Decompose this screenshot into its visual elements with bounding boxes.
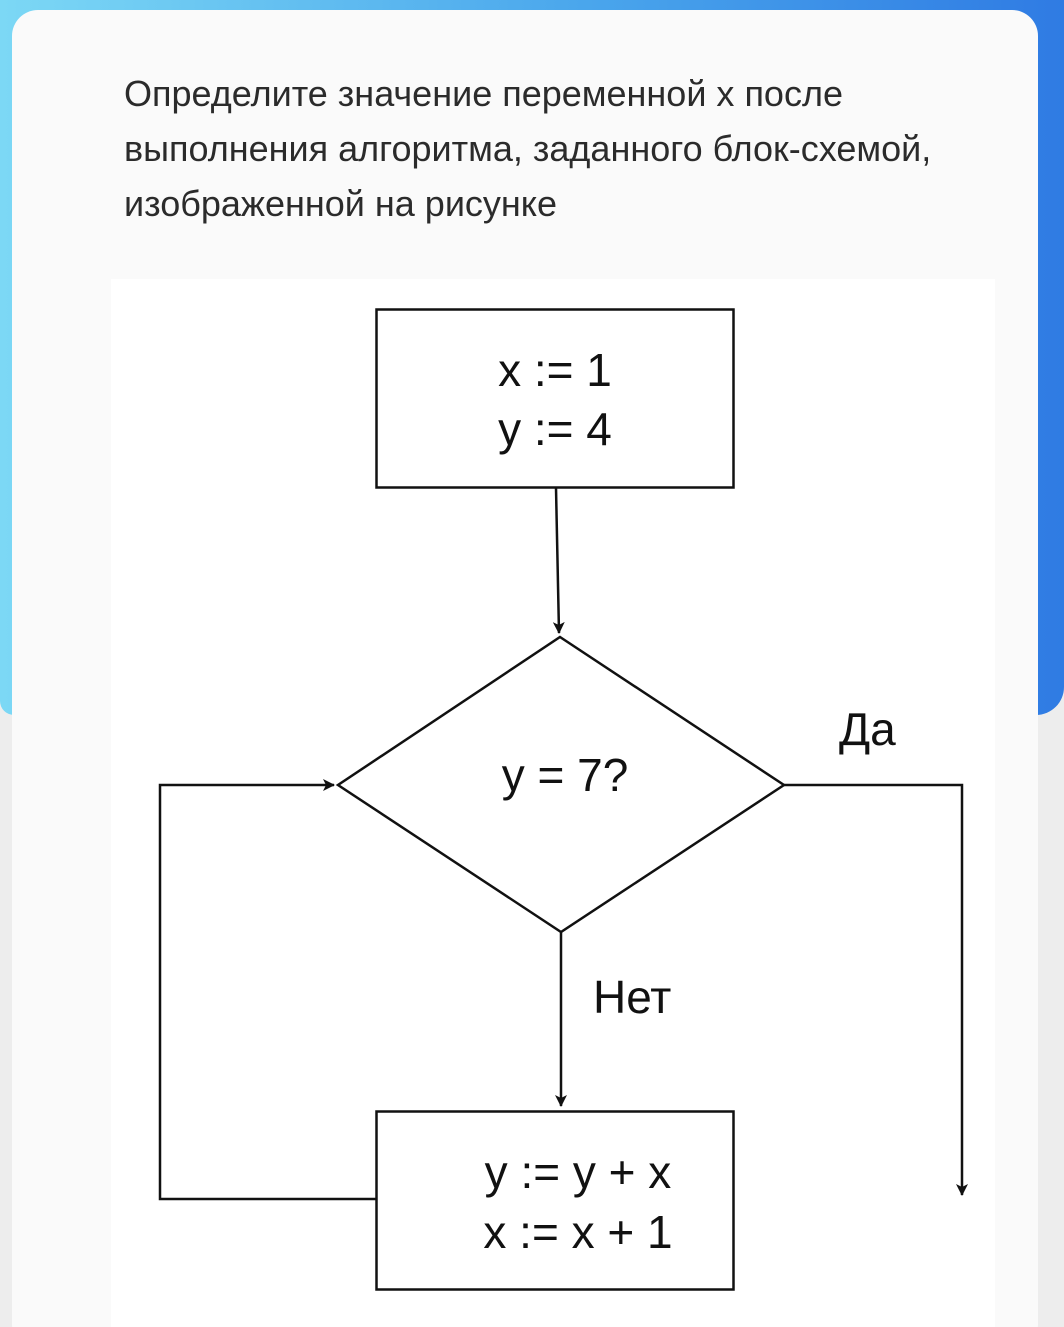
decision-condition: y = 7? bbox=[501, 749, 629, 801]
init-line-1: x := 1 bbox=[498, 344, 612, 396]
arrow-yes-branch bbox=[784, 785, 962, 1195]
init-line-2: y := 4 bbox=[498, 403, 612, 455]
yes-label: Да bbox=[839, 703, 896, 755]
question-text bbox=[124, 66, 1024, 231]
question-line-3: изображенной на рисунке bbox=[124, 183, 557, 224]
flowchart-image bbox=[111, 279, 995, 1327]
loop-line-2: x := x + 1 bbox=[483, 1206, 673, 1258]
question-line-1: Определите значение переменной x после bbox=[124, 73, 843, 114]
flowchart-diagram bbox=[111, 279, 995, 1327]
init-block bbox=[377, 310, 734, 488]
loop-line-1: y := y + x bbox=[484, 1146, 672, 1198]
loop-block bbox=[377, 1112, 734, 1290]
question-line-2: выполнения алгоритма, заданного блок-схемой, bbox=[124, 128, 932, 169]
arrow-loop-back bbox=[160, 785, 376, 1199]
no-label: Нет bbox=[593, 971, 672, 1023]
arrow-init-to-decision bbox=[556, 488, 559, 633]
